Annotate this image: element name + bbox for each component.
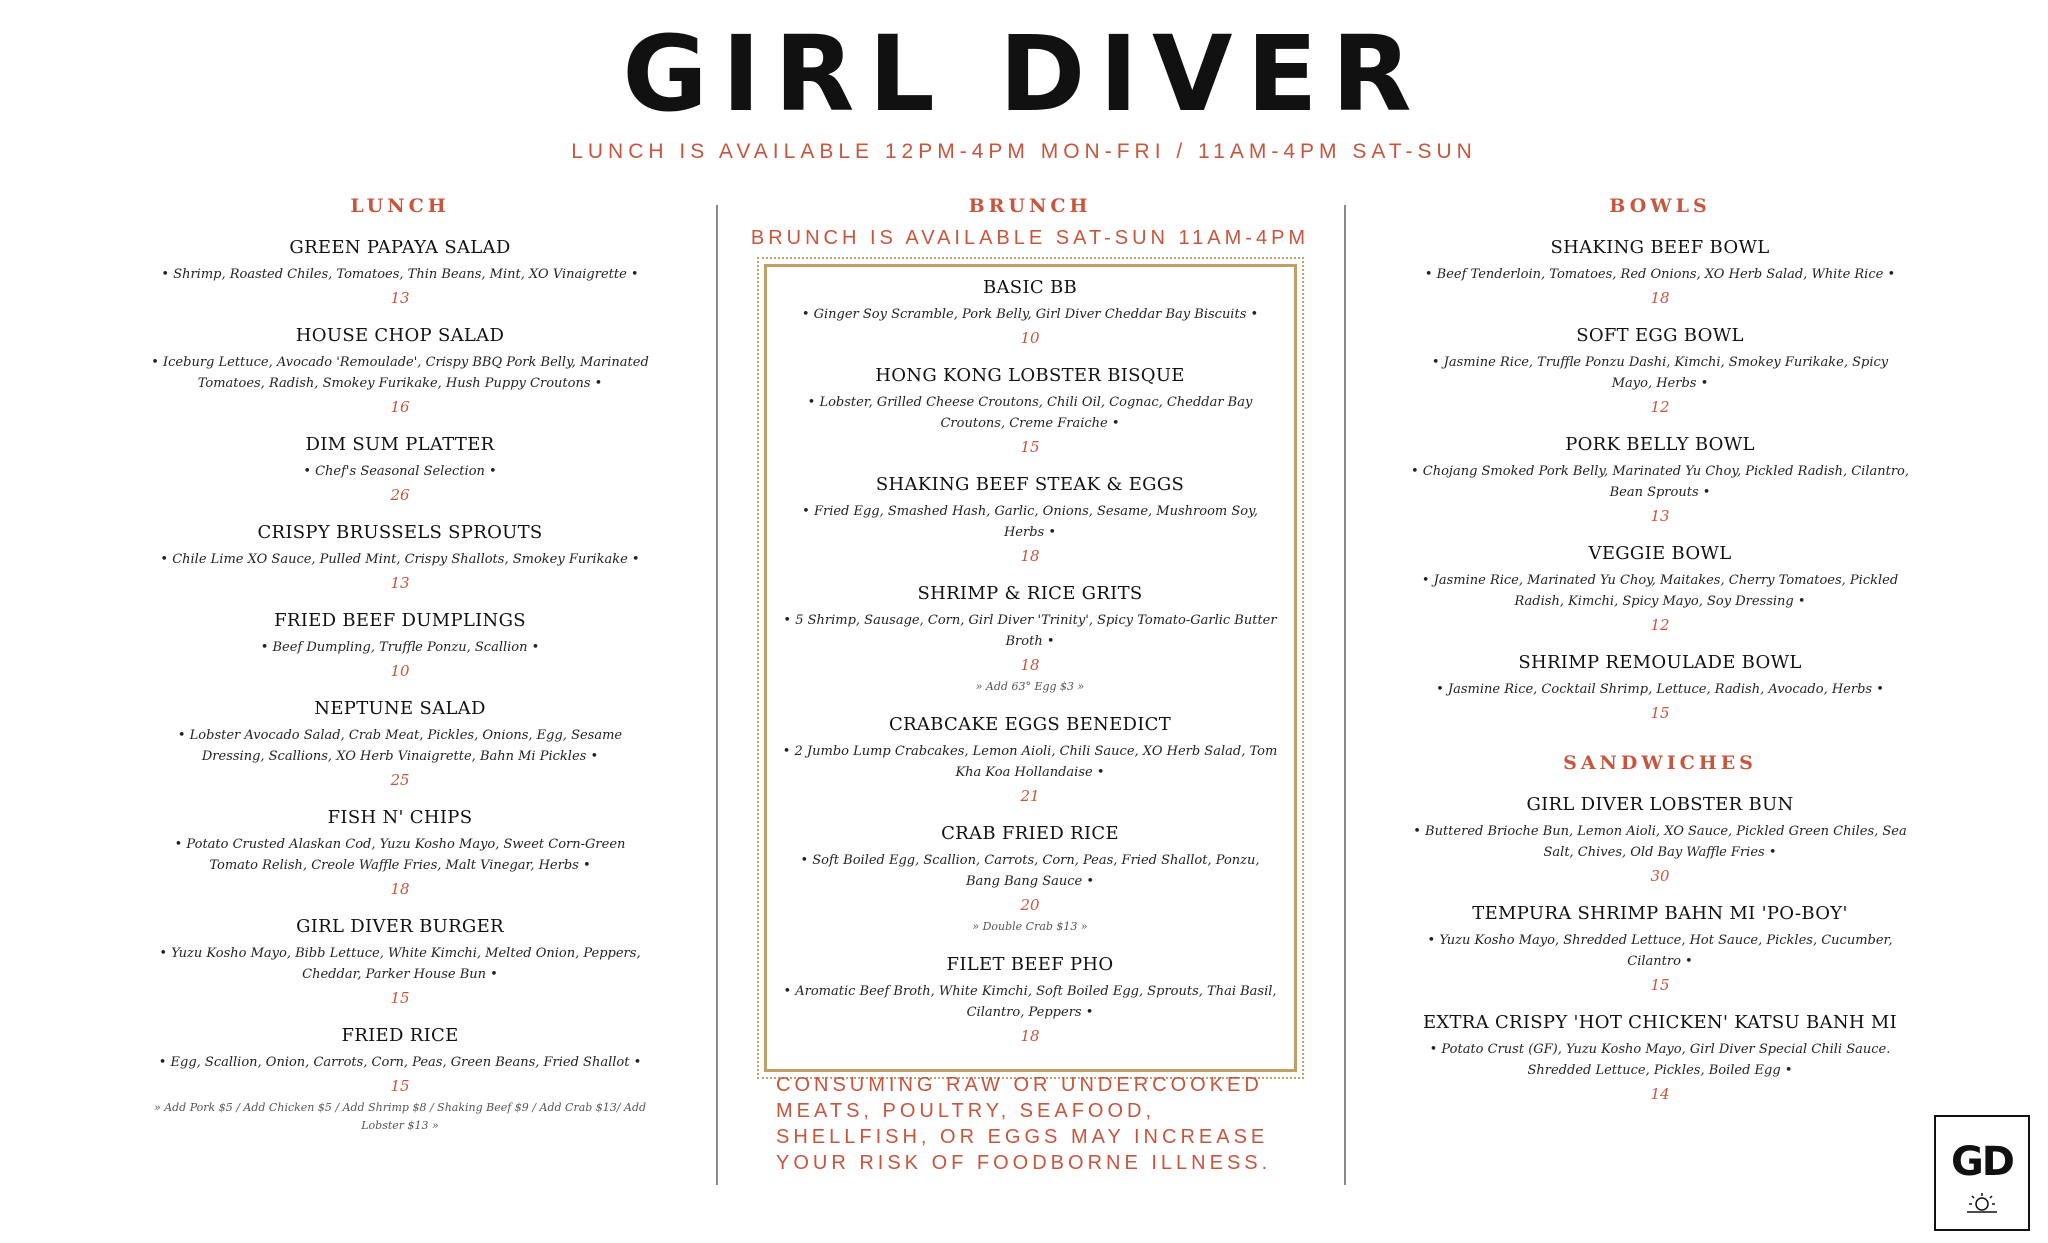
menu-item xyxy=(150,434,650,504)
menu-item-name: TEMPURA SHRIMP BAHN MI 'PO-BOY' xyxy=(1472,903,1848,924)
menu-item-price: 15 xyxy=(1650,976,1670,994)
menu-item-description: • Soft Boiled Egg, Scallion, Carrots, Corn, Peas, Fried Shallot, Ponzu, Bang Bang Sauce • xyxy=(800,853,1260,889)
menu-item-description: • Chef's Seasonal Selection • xyxy=(303,464,497,479)
brunch-hours: BRUNCH IS AVAILABLE SAT-SUN 11AM-4PM xyxy=(750,227,1310,249)
menu-item-name: FRIED BEEF DUMPLINGS xyxy=(274,610,526,631)
menu-item xyxy=(783,277,1278,347)
menu-item-price: 15 xyxy=(390,989,410,1007)
menu-item-description: • Lobster Avocado Salad, Crab Meat, Pickles, Onions, Egg, Sesame Dressing, Scallions, XO Herb Vinaigrette, Bahn Mi Pickles • xyxy=(177,728,623,764)
menu-item-note: » Double Crab $13 » xyxy=(972,920,1088,933)
sandwiches-heading: SANDWICHES xyxy=(1563,752,1757,774)
logo-badge xyxy=(1934,1115,2030,1231)
menu-item-name: HOUSE CHOP SALAD xyxy=(295,325,505,346)
menu-item-name: SHRIMP & RICE GRITS xyxy=(917,583,1143,604)
menu-item-price: 26 xyxy=(390,486,410,504)
menu-item xyxy=(783,714,1278,805)
menu-item xyxy=(150,807,650,898)
menu-item-price: 10 xyxy=(390,662,410,680)
menu-item-description: • Chile Lime XO Sauce, Pulled Mint, Crispy Shallots, Smokey Furikake • xyxy=(160,552,640,567)
lightbulb-icon xyxy=(1936,1191,2028,1217)
menu-item-description: • Ginger Soy Scramble, Pork Belly, Girl Diver Cheddar Bay Biscuits • xyxy=(801,307,1259,322)
menu-item-name: SHAKING BEEF BOWL xyxy=(1550,237,1770,258)
menu-item-description: • Potato Crusted Alaskan Cod, Yuzu Kosho Mayo, Sweet Corn-Green Tomato Relish, Creole Waffle Fries, Malt Vinegar, Herbs • xyxy=(174,837,626,873)
menu-item-description: • 2 Jumbo Lump Crabcakes, Lemon Aioli, Chili Sauce, XO Herb Salad, Tom Kha Koa Hollandaise • xyxy=(782,744,1278,780)
menu-item-description: • Shrimp, Roasted Chiles, Tomatoes, Thin Beans, Mint, XO Vinaigrette • xyxy=(161,267,639,282)
menu-item-description: • Fried Egg, Smashed Hash, Garlic, Onions, Sesame, Mushroom Soy, Herbs • xyxy=(802,504,1258,540)
brunch-column xyxy=(750,195,1310,1072)
menu-item-price: 20 xyxy=(1020,896,1040,914)
brand-title: GIRL DIVER xyxy=(622,13,1426,135)
menu-item-description: • Lobster, Grilled Cheese Croutons, Chili Oil, Cognac, Cheddar Bay Croutons, Creme Fraiche • xyxy=(807,395,1253,431)
menu-item xyxy=(783,474,1278,565)
menu-item-name: BASIC BB xyxy=(982,277,1078,298)
foodborne-illness-warning: CONSUMING RAW OR UNDERCOOKED MEATS, POULTRY, SEAFOOD, SHELLFISH, OR EGGS MAY INCREASE YOUR RISK OF FOODBORNE ILLNESS. xyxy=(776,1074,1272,1174)
menu-item-description: • Iceburg Lettuce, Avocado 'Remoulade', Crispy BBQ Pork Belly, Marinated Tomatoes, Radish, Smokey Furikake, Hush Puppy Croutons • xyxy=(151,355,649,391)
menu-item xyxy=(783,954,1278,1045)
menu-item-price: 16 xyxy=(390,398,410,416)
menu-item-name: DIM SUM PLATTER xyxy=(305,434,495,455)
divider-right xyxy=(1344,205,1346,1185)
menu-item xyxy=(150,916,650,1007)
menu-item xyxy=(150,698,650,789)
menu-item-price: 18 xyxy=(1650,289,1670,307)
menu-item-description: • Jasmine Rice, Truffle Ponzu Dashi, Kimchi, Smokey Furikake, Spicy Mayo, Herbs • xyxy=(1431,355,1889,391)
menu-item-name: GREEN PAPAYA SALAD xyxy=(289,237,511,258)
menu-item-name: GIRL DIVER BURGER xyxy=(296,916,504,937)
menu-item-name: SHRIMP REMOULADE BOWL xyxy=(1518,652,1802,673)
menu-item-description: • Chojang Smoked Pork Belly, Marinated Yu Choy, Pickled Radish, Cilantro, Bean Sprouts • xyxy=(1410,464,1910,500)
menu-item-price: 12 xyxy=(1650,398,1670,416)
lunch-heading: LUNCH xyxy=(350,195,450,217)
menu-item-price: 25 xyxy=(390,771,410,789)
menu-item-price: 10 xyxy=(1020,329,1040,347)
menu-item xyxy=(1410,903,1910,994)
bowls-column xyxy=(1410,195,1910,1121)
menu-item-price: 13 xyxy=(1650,507,1670,525)
lunch-column xyxy=(150,195,650,1153)
logo-mark: GD xyxy=(1950,1139,2014,1185)
menu-item-note: » Add Pork $5 / Add Chicken $5 / Add Shrimp $8 / Shaking Beef $9 / Add Crab $13/ Add Lobster $13 » xyxy=(153,1101,647,1132)
menu-item xyxy=(150,1025,650,1135)
menu-item xyxy=(1410,434,1910,525)
menu-item xyxy=(1410,1012,1910,1103)
menu-item-note: » Add 63° Egg $3 » xyxy=(975,680,1085,693)
menu-item-price: 30 xyxy=(1650,867,1670,885)
menu-item-description: • Yuzu Kosho Mayo, Bibb Lettuce, White Kimchi, Melted Onion, Peppers, Cheddar, Parker House Bun • xyxy=(159,946,641,982)
sandwiches-item-list xyxy=(1410,794,1910,1103)
menu-item-name: FRIED RICE xyxy=(341,1025,459,1046)
menu-item xyxy=(1410,543,1910,634)
lunch-item-list xyxy=(150,237,650,1135)
menu-item-description: • Beef Tenderloin, Tomatoes, Red Onions, XO Herb Salad, White Rice • xyxy=(1424,267,1896,282)
menu-item-name: PORK BELLY BOWL xyxy=(1565,434,1755,455)
menu-item-name: CRABCAKE EGGS BENEDICT xyxy=(888,714,1172,735)
brunch-heading: BRUNCH xyxy=(968,195,1092,217)
menu-item xyxy=(1410,237,1910,307)
menu-item-name: SOFT EGG BOWL xyxy=(1576,325,1744,346)
menu-item xyxy=(150,237,650,307)
menu-item xyxy=(150,610,650,680)
menu-item-name: FILET BEEF PHO xyxy=(946,954,1114,975)
menu-item-description: • Aromatic Beef Broth, White Kimchi, Soft Boiled Egg, Sprouts, Thai Basil, Cilantro, Peppers • xyxy=(783,984,1277,1020)
menu-item-name: HONG KONG LOBSTER BISQUE xyxy=(875,365,1185,386)
menu-item-description: • 5 Shrimp, Sausage, Corn, Girl Diver 'Trinity', Spicy Tomato-Garlic Butter Broth • xyxy=(783,613,1277,649)
menu-item-description: • Buttered Brioche Bun, Lemon Aioli, XO Sauce, Pickled Green Chiles, Sea Salt, Chives, Old Bay Waffle Fries • xyxy=(1413,824,1907,860)
menu-item-price: 18 xyxy=(1020,656,1040,674)
menu-item-price: 13 xyxy=(390,574,410,592)
menu-item-description: • Jasmine Rice, Cocktail Shrimp, Lettuce, Radish, Avocado, Herbs • xyxy=(1436,682,1884,697)
menu-item xyxy=(1410,325,1910,416)
menu-item-price: 12 xyxy=(1650,616,1670,634)
menu-item-name: FISH N' CHIPS xyxy=(327,807,473,828)
menu-item-price: 14 xyxy=(1650,1085,1670,1103)
brunch-box xyxy=(764,264,1297,1072)
menu-item-description: • Egg, Scallion, Onion, Carrots, Corn, Peas, Green Beans, Fried Shallot • xyxy=(158,1055,642,1070)
lunch-hours: LUNCH IS AVAILABLE 12PM-4PM MON-FRI / 11AM-4PM SAT-SUN xyxy=(571,140,1477,163)
menu-item xyxy=(783,823,1278,936)
menu-item-price: 21 xyxy=(1020,787,1040,805)
menu-item-name: NEPTUNE SALAD xyxy=(314,698,486,719)
menu-item-price: 13 xyxy=(390,289,410,307)
menu-item xyxy=(1410,794,1910,885)
menu-item-description: • Jasmine Rice, Marinated Yu Choy, Maitakes, Cherry Tomatoes, Pickled Radish, Kimchi, Spicy Mayo, Soy Dressing • xyxy=(1421,573,1899,609)
menu-item-name: GIRL DIVER LOBSTER BUN xyxy=(1526,794,1794,815)
menu-item-description: • Yuzu Kosho Mayo, Shredded Lettuce, Hot Sauce, Pickles, Cucumber, Cilantro • xyxy=(1427,933,1893,969)
bowls-heading: BOWLS xyxy=(1609,195,1711,217)
menu-item-price: 18 xyxy=(390,880,410,898)
menu-item-price: 15 xyxy=(1020,438,1040,456)
menu-item xyxy=(1410,652,1910,722)
menu-item-price: 18 xyxy=(1020,1027,1040,1045)
menu-item-price: 15 xyxy=(390,1077,410,1095)
menu-item-name: SHAKING BEEF STEAK & EGGS xyxy=(875,474,1185,495)
menu-item-name: CRAB FRIED RICE xyxy=(941,823,1119,844)
menu-item xyxy=(150,325,650,416)
menu-item xyxy=(150,522,650,592)
menu-item-description: • Beef Dumpling, Truffle Ponzu, Scallion • xyxy=(260,640,540,655)
menu-item-price: 15 xyxy=(1650,704,1670,722)
menu-item-name: EXTRA CRISPY 'HOT CHICKEN' KATSU BANH MI xyxy=(1422,1012,1898,1033)
menu-item xyxy=(783,365,1278,456)
bowls-item-list xyxy=(1410,237,1910,722)
menu-item-description: • Potato Crust (GF), Yuzu Kosho Mayo, Girl Diver Special Chili Sauce. Shredded Lettuce, Pickles, Boiled Egg • xyxy=(1429,1042,1891,1078)
menu-item-price: 18 xyxy=(1020,547,1040,565)
menu-item xyxy=(783,583,1278,696)
menu-item-name: VEGGIE BOWL xyxy=(1588,543,1732,564)
menu-item-name: CRISPY BRUSSELS SPROUTS xyxy=(257,522,543,543)
brunch-item-list xyxy=(783,277,1278,1045)
divider-left xyxy=(716,205,718,1185)
